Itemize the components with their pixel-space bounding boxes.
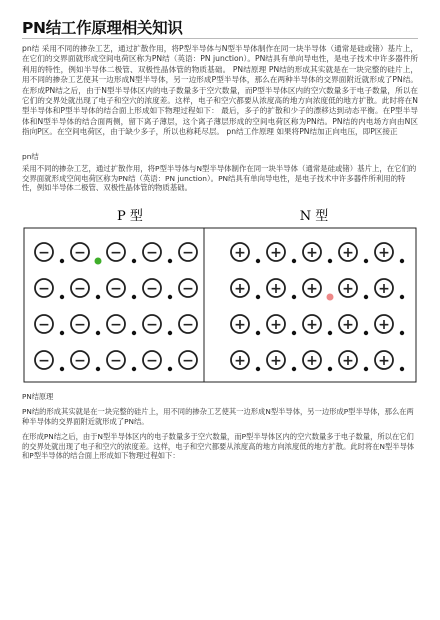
- electron-dot: [328, 367, 332, 371]
- hole-dot: [132, 259, 136, 263]
- electron-dot: [400, 259, 404, 263]
- donor-ion-sign: +: [378, 353, 390, 369]
- acceptor-ion-sign: −: [182, 353, 194, 369]
- hole-dot: [96, 295, 100, 299]
- figure-caption: PN结原理: [22, 392, 54, 401]
- acceptor-ion-sign: −: [110, 245, 122, 261]
- electron-dot: [256, 259, 260, 263]
- acceptor-ion-sign: −: [38, 353, 50, 369]
- donor-ion-sign: +: [342, 281, 354, 297]
- electron-dot: [364, 259, 368, 263]
- donor-ion-sign: +: [234, 245, 246, 261]
- acceptor-ion-sign: −: [74, 317, 86, 333]
- hole-dot: [60, 259, 64, 263]
- electron-dot: [256, 367, 260, 371]
- acceptor-ion-sign: −: [74, 281, 86, 297]
- donor-ion-sign: +: [306, 281, 318, 297]
- hole-dot: [60, 367, 64, 371]
- donor-ion-sign: +: [270, 353, 282, 369]
- acceptor-ion-sign: −: [74, 353, 86, 369]
- n-type-label: N 型: [299, 209, 329, 224]
- electron-dot: [400, 295, 404, 299]
- minority-electron: [95, 258, 102, 265]
- formation-paragraph: PN结的形成其实就是在一块完整的硅片上，用不同的掺杂工艺使其一边形成N型半导体，另一边形成P型半导体，那么在两种半导体的交界面附近就形成了PN结。: [22, 407, 414, 426]
- donor-ion-sign: +: [378, 281, 390, 297]
- acceptor-ion-sign: −: [110, 353, 122, 369]
- electron-dot: [328, 259, 332, 263]
- donor-ion-sign: +: [306, 317, 318, 333]
- electron-dot: [292, 259, 296, 263]
- acceptor-ion-sign: −: [110, 317, 122, 333]
- title-divider: [22, 38, 418, 39]
- donor-ion-sign: +: [306, 353, 318, 369]
- hole-dot: [168, 331, 172, 335]
- minority-hole: [327, 294, 334, 301]
- section-tag: pn结: [22, 152, 39, 161]
- electron-dot: [256, 295, 260, 299]
- electron-dot: [364, 295, 368, 299]
- electron-dot: [328, 331, 332, 335]
- electron-dot: [364, 331, 368, 335]
- acceptor-ion-sign: −: [146, 353, 158, 369]
- acceptor-ion-sign: −: [38, 317, 50, 333]
- donor-ion-sign: +: [342, 317, 354, 333]
- donor-ion-sign: +: [234, 281, 246, 297]
- acceptor-ion-sign: −: [182, 317, 194, 333]
- hole-dot: [168, 259, 172, 263]
- acceptor-ion-sign: −: [146, 281, 158, 297]
- acceptor-ion-sign: −: [38, 281, 50, 297]
- electron-dot: [292, 295, 296, 299]
- acceptor-ion-sign: −: [146, 317, 158, 333]
- hole-dot: [60, 331, 64, 335]
- donor-ion-sign: +: [378, 245, 390, 261]
- electron-dot: [256, 331, 260, 335]
- donor-ion-sign: +: [270, 245, 282, 261]
- acceptor-ion-sign: −: [146, 245, 158, 261]
- acceptor-ion-sign: −: [38, 245, 50, 261]
- donor-ion-sign: +: [378, 317, 390, 333]
- diffusion-paragraph: 在形成PN结之后，由于N型半导体区内的电子数量多于空穴数量，而P型半导体区内的空穴数量多于电子数量，所以在它们的交界处就出现了电子和空穴的浓度差。这样，电子和空穴都要从浓度高的地方向浓度低的地方扩散。此时将在N型半导体和P型半导体的结合面上形成如下物理过程如下：: [22, 432, 415, 461]
- donor-ion-sign: +: [234, 317, 246, 333]
- donor-ion-sign: +: [306, 245, 318, 261]
- electron-dot: [400, 367, 404, 371]
- page-title: PN结工作原理相关知识: [22, 19, 183, 37]
- acceptor-ion-sign: −: [74, 245, 86, 261]
- hole-dot: [168, 295, 172, 299]
- acceptor-ion-sign: −: [110, 281, 122, 297]
- definition-paragraph: 采用不同的掺杂工艺，通过扩散作用，将P型半导体与N型半导体制作在同一块半导体（通常是硅或锗）基片上，在它们的交界面就形成空间电荷区称为PN结（英语：PN junction）。PN结具有单向导电性，是电子技术中许多器件所利用的特性，例如半导体二极管、双极性晶体管的物质基础。: [22, 164, 417, 193]
- donor-ion-sign: +: [270, 281, 282, 297]
- pn-junction-figure: [22, 200, 418, 385]
- electron-dot: [400, 331, 404, 335]
- carrier-marks: [35, 243, 404, 371]
- donor-ion-sign: +: [342, 353, 354, 369]
- donor-ion-sign: +: [270, 317, 282, 333]
- acceptor-ion-sign: −: [182, 281, 194, 297]
- hole-dot: [60, 295, 64, 299]
- donor-ion-sign: +: [342, 245, 354, 261]
- electron-dot: [292, 331, 296, 335]
- acceptor-ion-sign: −: [182, 245, 194, 261]
- intro-paragraph: pn结 采用不同的掺杂工艺，通过扩散作用，将P型半导体与N型半导体制作在同一块半导体（通常是硅或锗）基片上，在它们的交界面就形成空间电荷区称为PN结（英语：PN junction）。PN结具有单向导电性，是电子技术中许多器件所利用的特性，例如半导体二极管、双极性晶体管的物质基础。 PN结原理 PN结的形成其实就是在一块完整的硅片上，用不同的掺杂工艺使其一边形成N型半导体，另一边形成P型半导体，那么在两种半导体的交界面附近就形成了PN结。 在形成PN结之后，由于N型半导体区内的电子数量多于空穴数量，而P型半导体区内的空穴数量多于电子数量，所以在它们的交界处就出现了电子和空穴的浓度差。这样，电子和空穴都要从浓度高的地方向浓度低的地方扩散。此时将在N型半导体和P型半导体的结合面上形成如下物理过程如下： 最后，多子的扩散和少子的漂移达到动态平衡。在P型半导体和N型半导体的结合面两侧，留下离子薄层，这个离子薄层形成的空间电荷区称为PN结。PN结的内电场方向由N区指向P区。在空间电荷区，由于缺少多子，所以也称耗尽层。 pn结工作原理 如果将PN结加正向电压，即P区接正: [22, 44, 418, 137]
- electron-dot: [292, 367, 296, 371]
- hole-dot: [132, 367, 136, 371]
- hole-dot: [132, 331, 136, 335]
- electron-dot: [364, 367, 368, 371]
- hole-dot: [96, 331, 100, 335]
- p-type-label: P 型: [117, 209, 143, 224]
- donor-ion-sign: +: [234, 353, 246, 369]
- hole-dot: [168, 367, 172, 371]
- hole-dot: [132, 295, 136, 299]
- hole-dot: [96, 367, 100, 371]
